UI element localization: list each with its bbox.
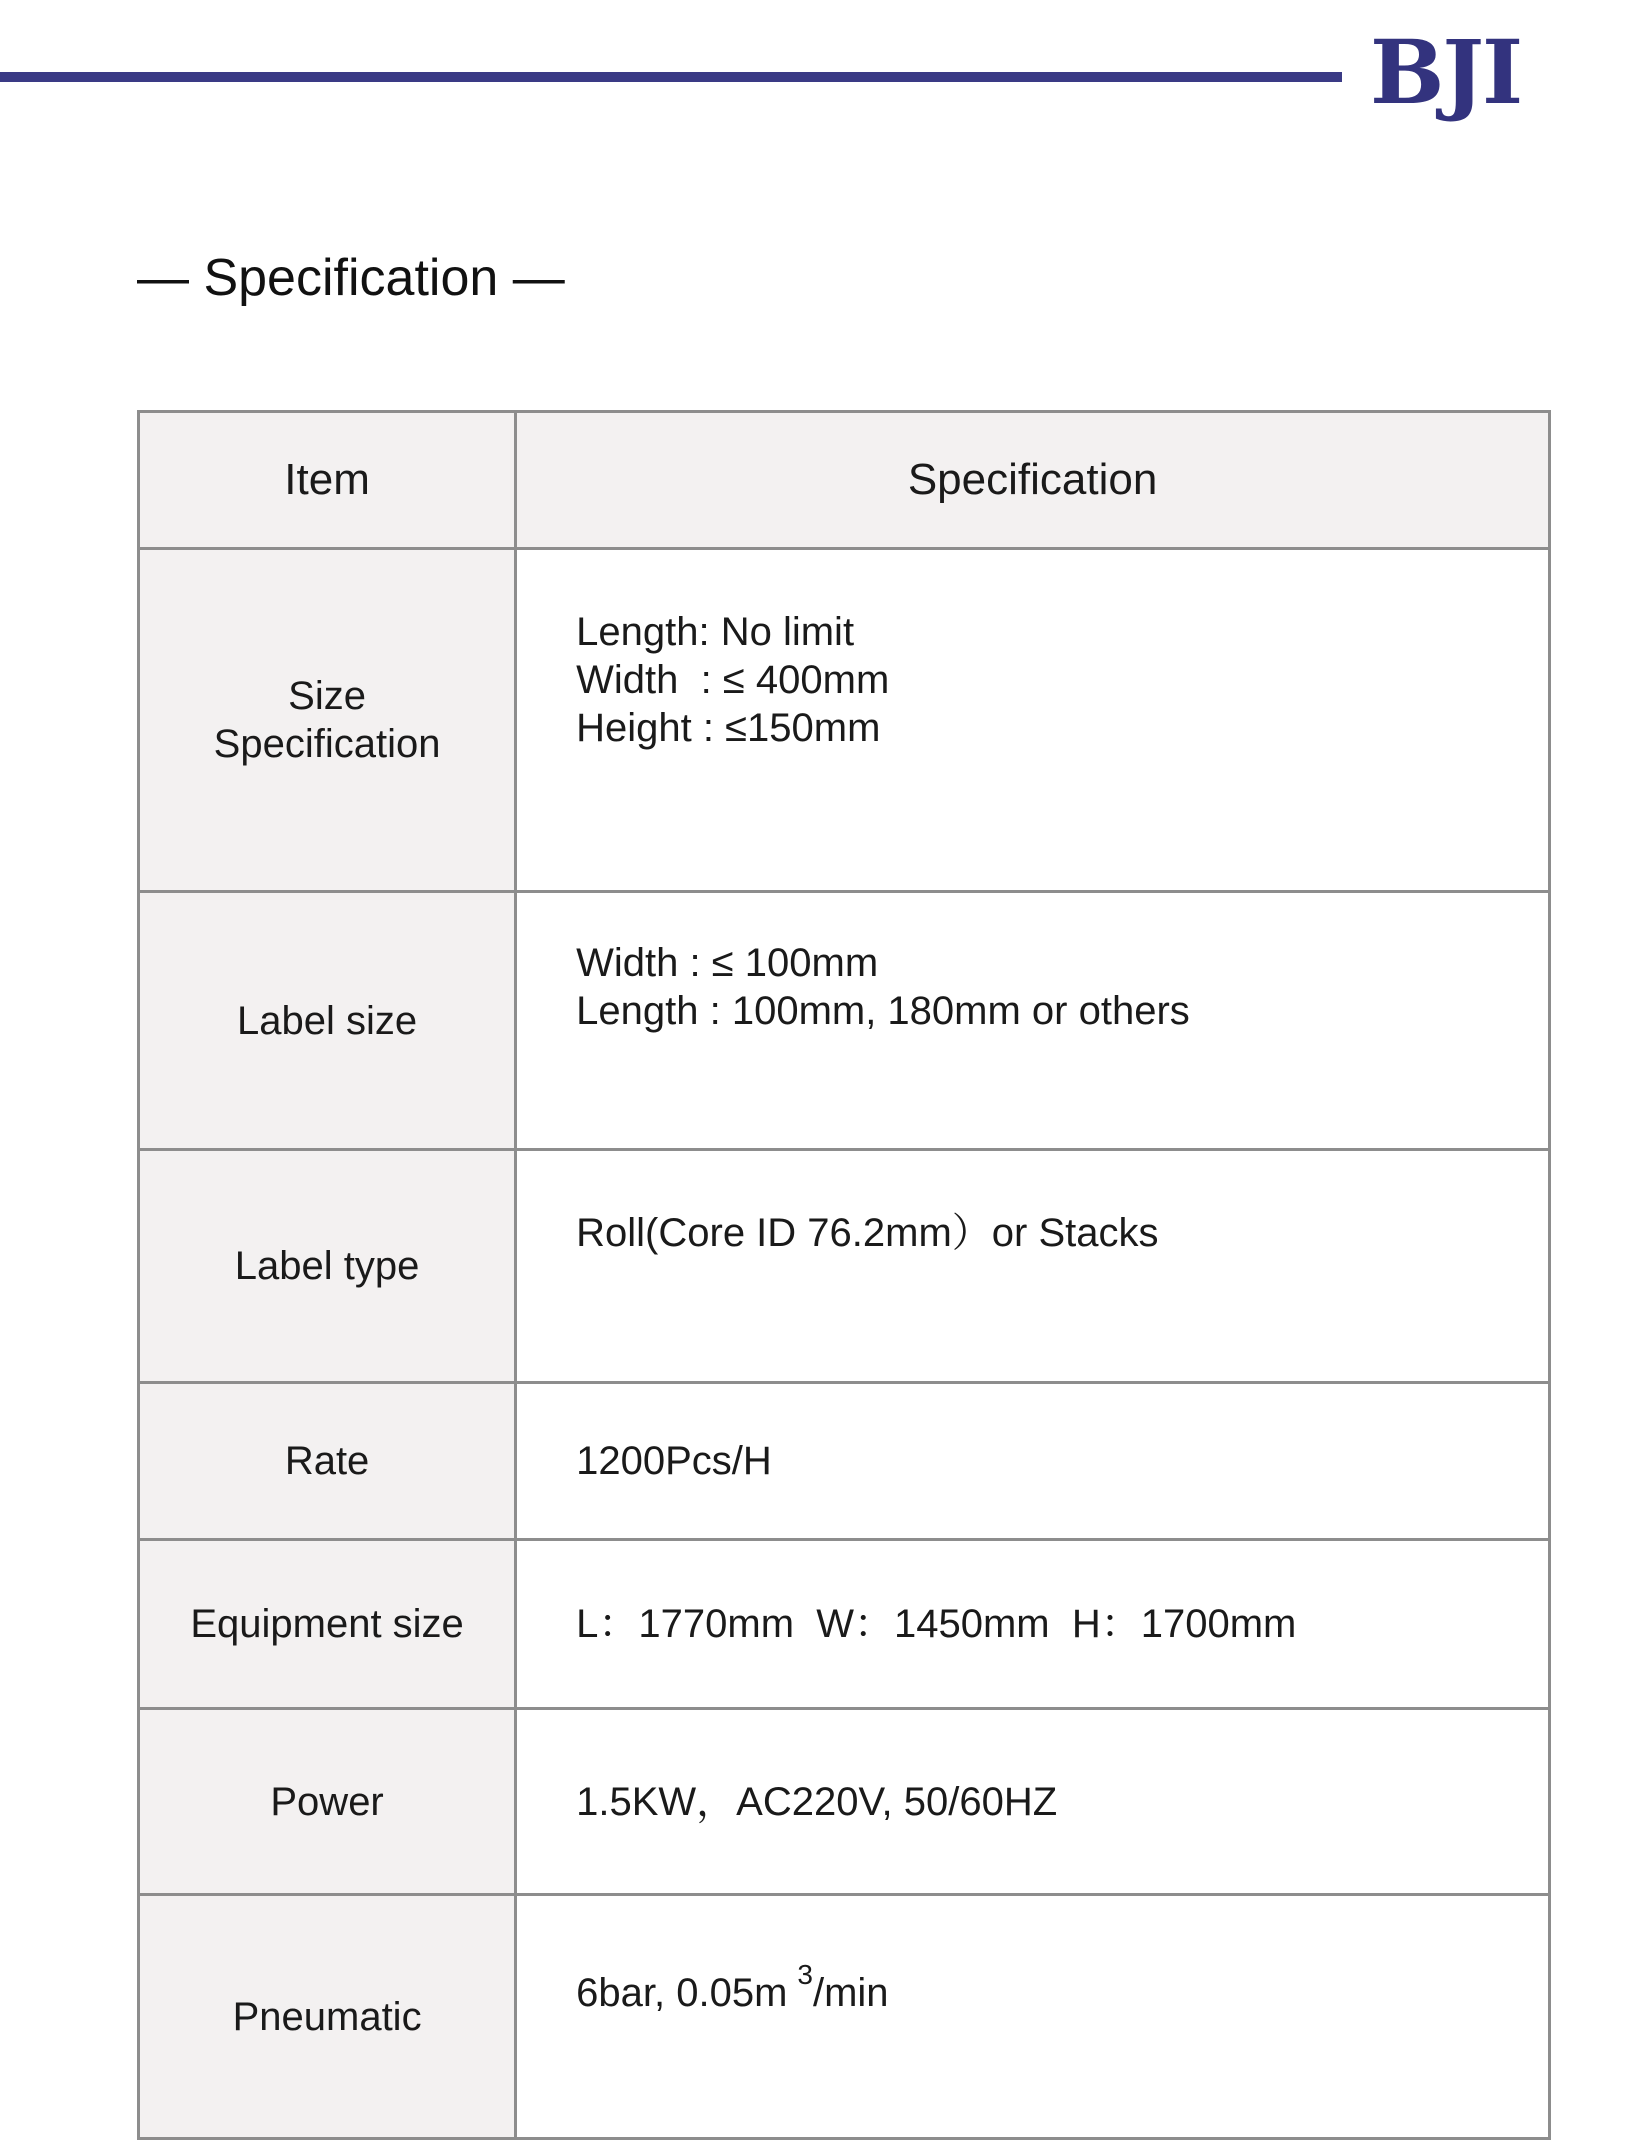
spec-value: Width : ≤ 100mm (576, 941, 879, 985)
table-row (139, 1383, 1550, 1540)
item-label: Pneumatic (232, 1994, 422, 2039)
spec-cell (516, 1383, 1550, 1540)
header-rule (0, 72, 1342, 82)
spec-cell (516, 1540, 1550, 1709)
table-row (139, 1540, 1550, 1709)
column-header-item: Item (139, 412, 516, 549)
spec-value: Length : 100mm, 180mm or others (576, 989, 1190, 1033)
spec-value: Length: No limit (576, 610, 855, 654)
spec-cell (516, 1150, 1550, 1383)
item-cell (139, 1383, 516, 1540)
column-header-specification: Specification (516, 412, 1550, 549)
item-cell (139, 892, 516, 1150)
item-label: Equipment size (190, 1602, 464, 1646)
item-cell (139, 1895, 516, 2139)
spec-value (576, 1951, 1548, 2017)
item-label: Specification (213, 722, 441, 766)
specification-table (137, 410, 1551, 2140)
spec-cell (516, 1895, 1550, 2139)
spec-value: Height : ≤150mm (576, 706, 881, 750)
item-label: Size (288, 674, 366, 718)
spec-cell (516, 549, 1550, 892)
item-cell (139, 1540, 516, 1709)
table-row (139, 1150, 1550, 1383)
spec-value: Width : ≤ 400mm (576, 658, 890, 702)
item-label: Power (270, 1779, 384, 1824)
spec-cell (516, 892, 1550, 1150)
item-label: Rate (284, 1439, 370, 1483)
item-label: Label size (237, 998, 418, 1043)
item-cell (139, 1150, 516, 1383)
spec-value: 1.5KW，AC220V, 50/60HZ (576, 1779, 1058, 1824)
table-row (139, 892, 1550, 1150)
cubic-superscript: 3 (797, 1959, 813, 1990)
table-row (139, 1709, 1550, 1895)
spec-cell (516, 1709, 1550, 1895)
spec-value: 1200Pcs/H (576, 1439, 772, 1483)
brand-logo: BJI (1370, 20, 1522, 124)
item-cell (139, 549, 516, 892)
section-title: — Specification — (137, 249, 565, 307)
pneumatic-value-prefix: 6bar, 0.05m (576, 1971, 788, 2015)
item-cell (139, 1709, 516, 1895)
table-row (139, 1895, 1550, 2139)
pneumatic-value-suffix: /min (812, 1971, 889, 2015)
table-row (139, 549, 1550, 892)
spec-value: L：1770mm W：1450mm H：1700mm (576, 1602, 1297, 1646)
spec-value: Roll(Core ID 76.2mm）or Stacks (576, 1211, 1159, 1255)
table-header-row (139, 412, 1550, 549)
item-label: Label type (234, 1244, 420, 1288)
